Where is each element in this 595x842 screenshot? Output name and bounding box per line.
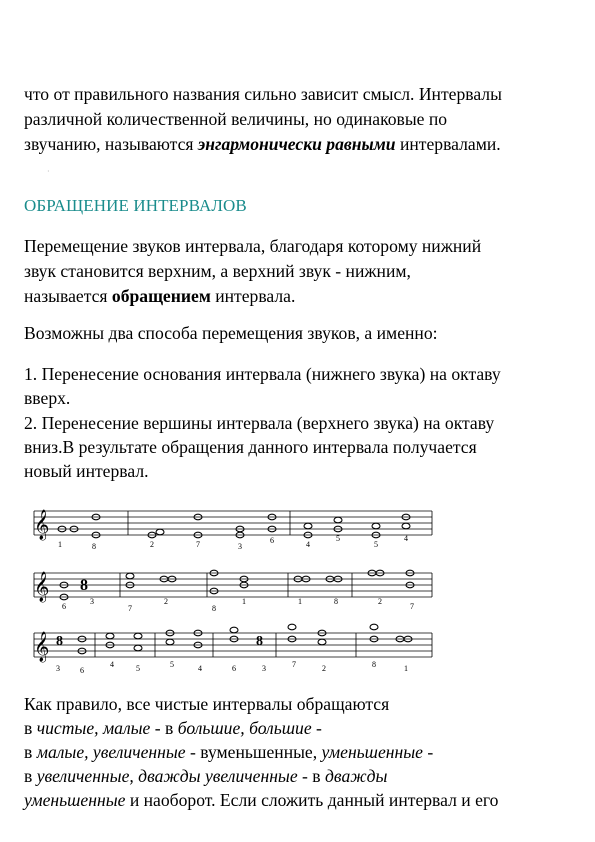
text-line: звук становится верхним, а верхний звук - нижним, [24, 261, 411, 281]
interval-number: 1 [298, 597, 302, 606]
interval-number: 8 [212, 604, 216, 613]
interval-number: 7 [292, 660, 296, 669]
text-line: что от правильного названия сильно зависит смысл. Интервалы [24, 84, 502, 104]
text-line: вверх. [24, 388, 71, 408]
treble-clef-icon: 𝄞 [34, 572, 50, 602]
interval-number: 3 [238, 542, 242, 551]
interval-number: 3 [262, 664, 266, 673]
interval-number: 5 [374, 540, 378, 549]
interval-number: 2 [150, 540, 154, 549]
interval-number: 5 [170, 660, 174, 669]
interval-number: 6 [62, 602, 66, 611]
interval-number: 7 [128, 604, 132, 613]
staff-1-numbers [58, 534, 408, 551]
text-line: новый интервал. [24, 461, 149, 481]
octave-mark: 8 [256, 634, 263, 649]
text-line: в малые, увеличенные - вуменьшенные, уменьшенные - [24, 742, 434, 762]
interval-number: 8 [334, 597, 338, 606]
text-line: 1. Перенесение основания интервала (нижнего звука) на октаву [24, 364, 501, 384]
term-inversion: обращением [111, 286, 211, 306]
text-line: звучанию, называются энгармонически равными интервалами. [24, 134, 501, 154]
staff-3-numbers [56, 660, 408, 675]
stray-dot: · [47, 167, 50, 176]
text-line: Перемещение звуков интервала, благодаря которому нижний [24, 236, 482, 256]
staff-2-numbers [62, 597, 414, 613]
music-notation-example [0, 495, 595, 675]
interval-number: 5 [336, 534, 340, 543]
staff-2 [34, 573, 432, 597]
text-line: Как правило, все чистые интервалы обращаются [24, 694, 390, 714]
interval-number: 3 [90, 597, 94, 606]
interval-number: 7 [196, 540, 200, 549]
interval-number: 6 [80, 666, 84, 675]
interval-number: 8 [372, 660, 376, 669]
treble-clef-icon: 𝄞 [34, 510, 50, 540]
interval-number: 3 [56, 664, 60, 673]
text-line: различной количественной величины, но одинаковые по [24, 109, 448, 129]
text-line: вниз.В результате обращения данного интервала получается [24, 437, 477, 457]
interval-number: 2 [378, 597, 382, 606]
text-line: в чистые, малые - в большие, большие - [24, 718, 322, 738]
text-line: 2. Перенесение вершины интервала (верхнего звука) на октаву [24, 413, 495, 433]
interval-number: 4 [110, 660, 114, 669]
text-line: в увеличенные, дважды увеличенные - в дважды [24, 766, 388, 786]
interval-number: 4 [198, 664, 202, 673]
octave-mark: 8 [80, 577, 88, 594]
interval-number: 1 [404, 664, 408, 673]
interval-number: 4 [306, 540, 310, 549]
interval-number: 1 [242, 597, 246, 606]
interval-number: 2 [322, 664, 326, 673]
interval-number: 6 [232, 664, 236, 673]
paragraph-methods: Возможны два способа перемещения звуков, а именно: [24, 323, 438, 343]
interval-number: 5 [136, 664, 140, 673]
treble-clef-icon: 𝄞 [34, 632, 50, 662]
interval-number: 2 [164, 597, 168, 606]
text-line: уменьшенные и наоборот. Если сложить данный интервал и его [24, 790, 499, 810]
term-enharmonic: энгармонически равными [197, 134, 396, 154]
staff-1-notes [58, 514, 410, 538]
interval-number: 6 [270, 536, 274, 545]
section-heading: ОБРАЩЕНИЕ ИНТЕРВАЛОВ [24, 196, 247, 215]
interval-number: 1 [58, 540, 62, 549]
interval-number: 4 [404, 534, 408, 543]
interval-number: 7 [410, 602, 414, 611]
interval-number: 8 [92, 542, 96, 551]
text-line: называется обращением интервала. [24, 286, 296, 306]
octave-mark: 8 [56, 634, 63, 649]
